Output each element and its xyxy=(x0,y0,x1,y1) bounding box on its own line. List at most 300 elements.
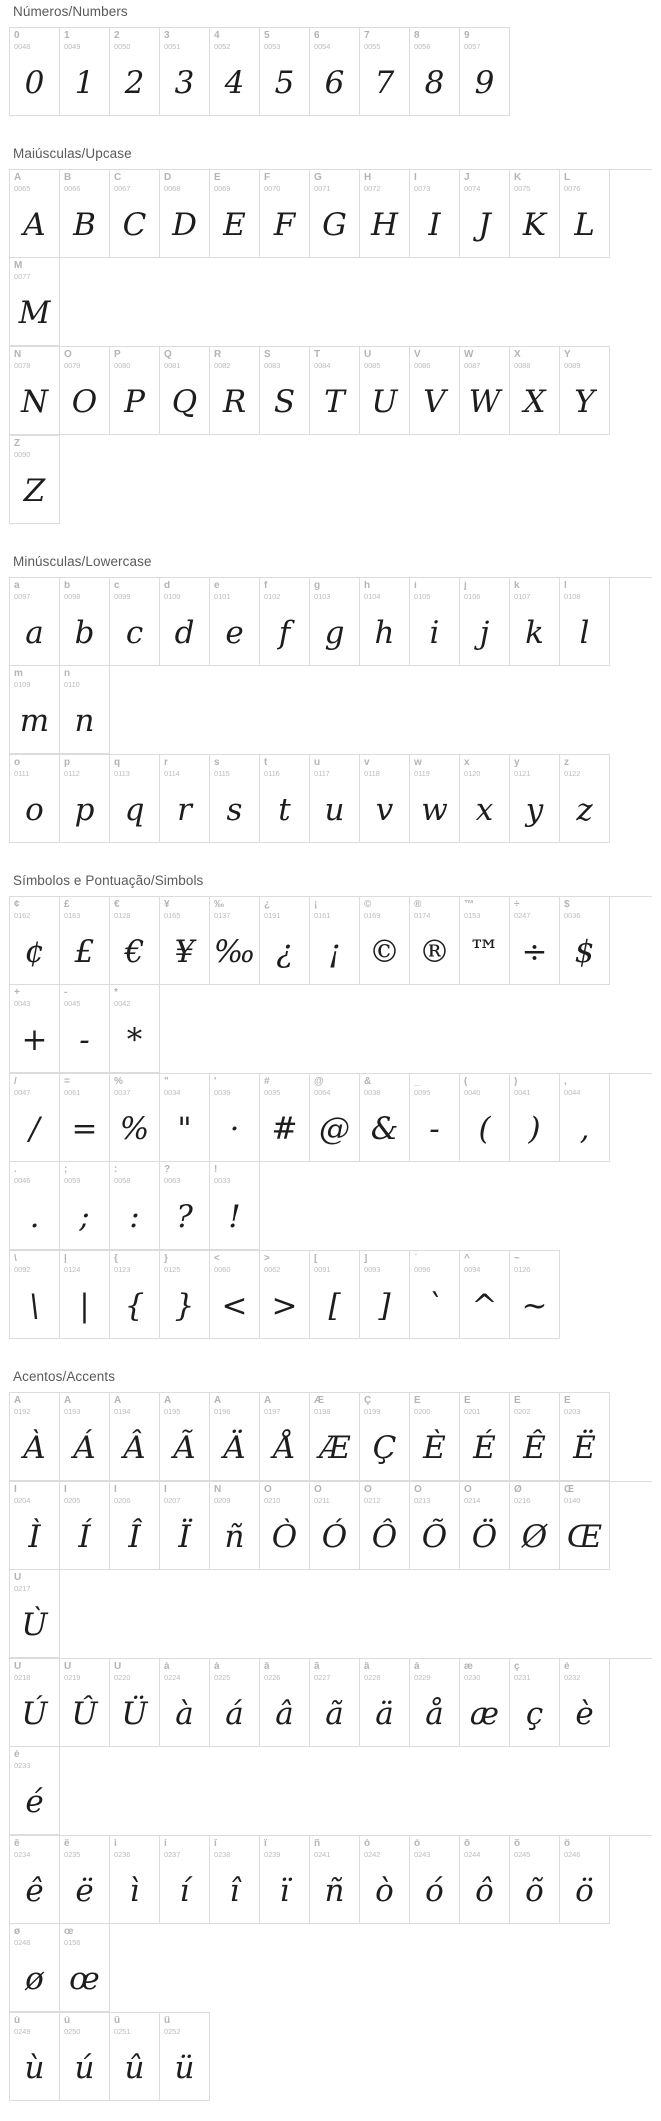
glyph-cell[interactable] xyxy=(160,28,210,116)
glyph-preview: e xyxy=(225,614,244,651)
glyph-cell[interactable] xyxy=(410,1482,460,1570)
glyph-cell[interactable] xyxy=(60,1924,110,2012)
glyph-code-label: 0169 xyxy=(364,911,381,920)
glyph-cell[interactable] xyxy=(560,578,610,666)
glyph-cell[interactable] xyxy=(460,1482,510,1570)
glyph-code-label: 0200 xyxy=(414,1407,431,1416)
glyph-cell[interactable] xyxy=(460,347,510,435)
glyph-meta xyxy=(10,1836,59,1859)
glyph-char-label: Ú xyxy=(14,1662,22,1672)
glyph-cell[interactable] xyxy=(310,755,360,843)
glyph-preview: h xyxy=(374,614,395,651)
glyph-cell[interactable] xyxy=(560,1659,610,1747)
glyph-cell[interactable] xyxy=(260,28,310,116)
glyph-preview: P xyxy=(124,383,145,420)
glyph-cell[interactable] xyxy=(260,1074,310,1162)
glyph-cell[interactable] xyxy=(10,578,60,666)
glyph-cell[interactable] xyxy=(60,2013,110,2101)
glyph-cell[interactable] xyxy=(60,1482,110,1570)
glyph-cell[interactable] xyxy=(510,1251,560,1339)
glyph-cell[interactable] xyxy=(360,170,410,258)
glyph-preview: { xyxy=(124,1287,145,1324)
glyph-cell[interactable] xyxy=(10,347,60,435)
glyph-cell[interactable] xyxy=(110,897,160,985)
glyph-cell[interactable] xyxy=(410,28,460,116)
glyph-code-label: 0061 xyxy=(64,1088,81,1097)
glyph-cell[interactable] xyxy=(360,28,410,116)
glyph-cell[interactable] xyxy=(510,1482,560,1570)
glyph-cell[interactable] xyxy=(160,897,210,985)
glyph-cell[interactable] xyxy=(160,1393,210,1481)
glyph-cell[interactable] xyxy=(110,2013,160,2101)
glyph-cell[interactable] xyxy=(110,170,160,258)
glyph-cell[interactable] xyxy=(310,897,360,985)
glyph-preview: Ó xyxy=(321,1518,348,1555)
glyph-cell[interactable] xyxy=(410,578,460,666)
glyph-cell[interactable] xyxy=(310,1836,360,1924)
glyph-meta xyxy=(60,1393,109,1416)
glyph-meta xyxy=(10,1162,59,1185)
glyph-cell[interactable] xyxy=(160,578,210,666)
glyph-cell[interactable] xyxy=(210,1251,260,1339)
glyph-cell[interactable] xyxy=(410,170,460,258)
glyph-cell[interactable] xyxy=(110,1482,160,1570)
glyph-meta xyxy=(110,1074,159,1097)
glyph-cell[interactable] xyxy=(510,755,560,843)
glyph-char-label: Û xyxy=(64,1662,72,1672)
glyph-cell[interactable] xyxy=(410,1393,460,1481)
glyph-cell[interactable] xyxy=(210,578,260,666)
glyph-preview: = xyxy=(71,1110,98,1147)
glyph-cell[interactable] xyxy=(360,578,410,666)
glyph-cell[interactable] xyxy=(310,578,360,666)
glyph-preview: ñ xyxy=(224,1518,245,1555)
glyph-cell[interactable] xyxy=(110,578,160,666)
glyph-meta xyxy=(560,347,609,370)
glyph-meta xyxy=(60,2013,109,2036)
glyph-preview: ù xyxy=(24,2049,45,2086)
glyph-code-label: 0050 xyxy=(114,42,131,51)
glyph-cell[interactable] xyxy=(110,1162,160,1250)
glyph-cell[interactable] xyxy=(310,170,360,258)
glyph-cell[interactable] xyxy=(160,1659,210,1747)
glyph-cell[interactable] xyxy=(560,1393,610,1481)
glyph-meta xyxy=(160,1162,209,1185)
glyph-cell[interactable] xyxy=(60,1393,110,1481)
glyph-char-label: N xyxy=(14,350,22,360)
glyph-cell[interactable] xyxy=(510,897,560,985)
glyph-cell[interactable] xyxy=(510,347,560,435)
glyph-cell[interactable] xyxy=(260,1836,310,1924)
section-spacer xyxy=(0,1339,661,1353)
glyph-cell[interactable] xyxy=(310,347,360,435)
glyph-cell[interactable] xyxy=(60,666,110,754)
glyph-char-label: É xyxy=(464,1396,471,1406)
glyph-cell[interactable] xyxy=(160,1836,210,1924)
glyph-char-label: ~ xyxy=(514,1254,520,1264)
glyph-meta xyxy=(460,578,509,601)
glyph-char-label: : xyxy=(114,1165,118,1175)
glyph-cell[interactable] xyxy=(10,666,60,754)
glyph-cell[interactable] xyxy=(460,28,510,116)
glyph-cell[interactable] xyxy=(110,1393,160,1481)
glyph-cell[interactable] xyxy=(410,897,460,985)
glyph-cell[interactable] xyxy=(410,755,460,843)
glyph-preview: ö xyxy=(575,1872,594,1909)
glyph-cell[interactable] xyxy=(10,1074,60,1162)
glyph-code-label: 0103 xyxy=(314,592,331,601)
glyph-meta xyxy=(10,1924,59,1947)
glyph-cell[interactable] xyxy=(210,897,260,985)
glyph-meta xyxy=(210,1162,259,1185)
glyph-cell[interactable] xyxy=(210,1393,260,1481)
glyph-code-label: 0213 xyxy=(414,1496,431,1505)
glyph-cell[interactable] xyxy=(360,755,410,843)
glyph-char-label: 2 xyxy=(114,31,120,41)
glyph-cell[interactable] xyxy=(60,170,110,258)
glyph-cell[interactable] xyxy=(60,578,110,666)
glyph-cell[interactable] xyxy=(560,347,610,435)
glyph-cell[interactable] xyxy=(260,897,310,985)
glyph-cell[interactable] xyxy=(160,755,210,843)
glyph-cell[interactable] xyxy=(10,258,60,346)
glyph-cell[interactable] xyxy=(10,436,60,524)
glyph-char-label: 3 xyxy=(164,31,170,41)
section-spacer xyxy=(0,116,661,130)
glyph-cell[interactable] xyxy=(260,347,310,435)
glyph-meta xyxy=(210,578,259,601)
glyph-meta xyxy=(410,1393,459,1416)
glyph-char-label: @ xyxy=(314,1077,324,1087)
glyph-char-label: _ xyxy=(414,1077,420,1087)
glyph-code-label: 0235 xyxy=(64,1850,81,1859)
glyph-cell[interactable] xyxy=(60,1074,110,1162)
glyph-cell[interactable] xyxy=(10,1836,60,1924)
glyph-row xyxy=(9,1073,652,1250)
glyph-preview: ] xyxy=(378,1287,391,1324)
glyph-char-label: ¡ xyxy=(314,900,318,910)
glyph-cell[interactable] xyxy=(10,1393,60,1481)
glyph-meta xyxy=(210,347,259,370)
glyph-cell[interactable] xyxy=(60,28,110,116)
glyph-cell[interactable] xyxy=(310,1074,360,1162)
section-upcase xyxy=(0,136,661,538)
glyph-cell[interactable] xyxy=(460,1074,510,1162)
glyph-char-label: ] xyxy=(364,1254,368,1264)
glyph-cell[interactable] xyxy=(60,985,110,1073)
glyph-cell[interactable] xyxy=(60,897,110,985)
glyph-preview: Ì xyxy=(28,1518,41,1555)
glyph-code-label: 0033 xyxy=(214,1176,231,1185)
glyph-cell[interactable] xyxy=(410,1074,460,1162)
glyph-cell[interactable] xyxy=(110,755,160,843)
section-lowercase xyxy=(0,544,661,857)
glyph-char-label: ò xyxy=(364,1839,371,1849)
glyph-preview: H xyxy=(370,206,399,243)
glyph-preview: è xyxy=(575,1695,594,1732)
glyph-cell[interactable] xyxy=(10,2013,60,2101)
glyph-preview: ¥ xyxy=(174,933,195,970)
glyph-char-label: 8 xyxy=(414,31,420,41)
glyph-char-label: n xyxy=(64,669,71,679)
glyph-code-label: 0078 xyxy=(14,361,31,370)
glyph-cell[interactable] xyxy=(210,1162,260,1250)
glyph-char-label: û xyxy=(114,2016,121,2026)
glyph-preview: & xyxy=(370,1110,399,1147)
glyph-cell[interactable] xyxy=(410,1659,460,1747)
glyph-cell[interactable] xyxy=(360,1074,410,1162)
glyph-code-label: 0093 xyxy=(364,1265,381,1274)
glyph-cell[interactable] xyxy=(10,1162,60,1250)
glyph-char-label: ë xyxy=(64,1839,70,1849)
glyph-cell[interactable] xyxy=(160,2013,210,2101)
glyph-cell[interactable] xyxy=(10,170,60,258)
glyph-preview: û xyxy=(124,2049,145,2086)
glyph-cell[interactable] xyxy=(460,897,510,985)
glyph-cell[interactable] xyxy=(10,1251,60,1339)
glyph-char-label: Â xyxy=(114,1396,122,1406)
glyph-cell[interactable] xyxy=(310,1482,360,1570)
glyph-cell[interactable] xyxy=(360,1836,410,1924)
glyph-cell[interactable] xyxy=(460,755,510,843)
glyph-meta xyxy=(10,755,59,778)
glyph-meta xyxy=(310,1482,359,1505)
glyph-cell[interactable] xyxy=(160,1482,210,1570)
glyph-code-label: 0122 xyxy=(564,769,581,778)
glyph-cell[interactable] xyxy=(60,1162,110,1250)
glyph-cell[interactable] xyxy=(560,1482,610,1570)
glyph-cell[interactable] xyxy=(160,347,210,435)
glyph-code-label: 0219 xyxy=(64,1673,81,1682)
glyph-preview: < xyxy=(221,1287,248,1324)
glyph-cell[interactable] xyxy=(310,1393,360,1481)
glyph-meta xyxy=(60,897,109,920)
glyph-cell[interactable] xyxy=(110,985,160,1073)
glyph-cell[interactable] xyxy=(210,1836,260,1924)
glyph-cell[interactable] xyxy=(110,1659,160,1747)
glyph-cell[interactable] xyxy=(460,1836,510,1924)
glyph-meta xyxy=(60,1162,109,1185)
glyph-char-label: x xyxy=(464,758,470,768)
glyph-cell[interactable] xyxy=(510,170,560,258)
glyph-preview: € xyxy=(124,933,145,970)
glyph-cell[interactable] xyxy=(10,1924,60,2012)
glyph-meta xyxy=(360,578,409,601)
glyph-cell[interactable] xyxy=(410,1251,460,1339)
glyph-meta xyxy=(210,1074,259,1097)
glyph-cell[interactable] xyxy=(260,755,310,843)
glyph-cell[interactable] xyxy=(210,170,260,258)
glyph-cell[interactable] xyxy=(260,170,310,258)
glyph-preview: - xyxy=(429,1110,440,1147)
glyph-cell[interactable] xyxy=(110,1836,160,1924)
glyph-preview: b xyxy=(74,614,95,651)
glyph-cell[interactable] xyxy=(360,1393,410,1481)
glyph-preview: C xyxy=(122,206,147,243)
glyph-cell[interactable] xyxy=(10,985,60,1073)
glyph-preview: Y xyxy=(574,383,595,420)
glyph-meta xyxy=(410,1251,459,1274)
glyph-cell[interactable] xyxy=(210,347,260,435)
glyph-code-label: 0037 xyxy=(114,1088,131,1097)
glyph-meta xyxy=(510,1251,559,1274)
glyph-cell[interactable] xyxy=(210,1659,260,1747)
glyph-cell[interactable] xyxy=(410,1836,460,1924)
glyph-cell[interactable] xyxy=(60,347,110,435)
glyph-code-label: 0209 xyxy=(214,1496,231,1505)
glyph-cell[interactable] xyxy=(560,1836,610,1924)
glyph-cell[interactable] xyxy=(360,897,410,985)
glyph-char-label: b xyxy=(64,581,71,591)
glyph-char-label: ö xyxy=(564,1839,571,1849)
glyph-cell[interactable] xyxy=(210,28,260,116)
glyph-code-label: 0217 xyxy=(14,1584,31,1593)
glyph-code-label: 0117 xyxy=(314,769,330,778)
glyph-preview: Ô xyxy=(371,1518,398,1555)
glyph-preview: ; xyxy=(79,1198,90,1235)
glyph-cell[interactable] xyxy=(460,1251,510,1339)
glyph-cell[interactable] xyxy=(60,1659,110,1747)
glyph-code-label: 0227 xyxy=(314,1673,331,1682)
glyph-cell[interactable] xyxy=(460,578,510,666)
glyph-meta xyxy=(460,1251,509,1274)
glyph-preview: £ xyxy=(74,933,95,970)
glyph-char-label: ñ xyxy=(314,1839,321,1849)
glyph-code-label: 0201 xyxy=(464,1407,481,1416)
glyph-char-label: / xyxy=(14,1077,17,1087)
glyph-cell[interactable] xyxy=(210,1482,260,1570)
glyph-cell[interactable] xyxy=(160,1162,210,1250)
glyph-cell[interactable] xyxy=(510,578,560,666)
glyph-cell[interactable] xyxy=(110,347,160,435)
glyph-cell[interactable] xyxy=(460,170,510,258)
glyph-code-label: 0224 xyxy=(164,1673,181,1682)
glyph-cell[interactable] xyxy=(160,1251,210,1339)
glyph-cell[interactable] xyxy=(510,1836,560,1924)
glyph-cell[interactable] xyxy=(10,28,60,116)
glyph-code-label: 0137 xyxy=(214,911,231,920)
glyph-cell[interactable] xyxy=(460,1393,510,1481)
glyph-code-label: 0109 xyxy=(14,680,31,689)
glyph-cell[interactable] xyxy=(310,1251,360,1339)
glyph-char-label: Ã xyxy=(164,1396,172,1406)
glyph-cell[interactable] xyxy=(10,1659,60,1747)
glyph-preview: > xyxy=(271,1287,298,1324)
glyph-code-label: 0079 xyxy=(64,361,81,370)
glyph-cell[interactable] xyxy=(60,755,110,843)
glyph-preview: · xyxy=(229,1110,240,1147)
glyph-code-label: 0082 xyxy=(214,361,231,370)
glyph-preview: ì xyxy=(129,1872,140,1909)
glyph-cell[interactable] xyxy=(10,755,60,843)
glyph-cell[interactable] xyxy=(560,897,610,985)
glyph-code-label: 0099 xyxy=(114,592,131,601)
glyph-char-label: 5 xyxy=(264,31,270,41)
glyph-cell[interactable] xyxy=(10,897,60,985)
glyph-cell[interactable] xyxy=(260,578,310,666)
glyph-char-label: ( xyxy=(464,1077,468,1087)
glyph-cell[interactable] xyxy=(210,755,260,843)
glyph-preview: x xyxy=(475,791,494,828)
glyph-code-label: 0113 xyxy=(114,769,130,778)
glyph-cell[interactable] xyxy=(560,755,610,843)
glyph-cell[interactable] xyxy=(260,1393,310,1481)
glyph-cell[interactable] xyxy=(10,1747,60,1835)
glyph-char-label: 6 xyxy=(314,31,320,41)
glyph-char-label: L xyxy=(564,173,571,183)
glyph-cell[interactable] xyxy=(310,1659,360,1747)
glyph-char-label: f xyxy=(264,581,268,591)
glyph-cell[interactable] xyxy=(460,1659,510,1747)
glyph-preview: 8 xyxy=(424,64,445,101)
glyph-cell[interactable] xyxy=(360,1659,410,1747)
glyph-char-label: ; xyxy=(64,1165,68,1175)
glyph-cell[interactable] xyxy=(310,28,360,116)
glyph-cell[interactable] xyxy=(210,1074,260,1162)
glyph-cell[interactable] xyxy=(60,1836,110,1924)
glyph-preview: y xyxy=(525,791,544,828)
glyph-code-label: 0080 xyxy=(114,361,131,370)
glyph-char-label: í xyxy=(164,1839,167,1849)
glyph-char-label: Í xyxy=(64,1485,67,1495)
glyph-char-label: [ xyxy=(314,1254,318,1264)
glyph-char-label: Ì xyxy=(14,1485,17,1495)
glyph-cell[interactable] xyxy=(260,1251,310,1339)
glyph-code-label: 0071 xyxy=(314,184,331,193)
glyph-cell[interactable] xyxy=(160,1074,210,1162)
glyph-cell[interactable] xyxy=(360,347,410,435)
glyph-cell[interactable] xyxy=(560,170,610,258)
glyph-meta xyxy=(10,1482,59,1505)
glyph-code-label: 0083 xyxy=(264,361,281,370)
glyph-cell[interactable] xyxy=(410,347,460,435)
glyph-meta xyxy=(360,1393,409,1416)
glyph-cell[interactable] xyxy=(60,1251,110,1339)
glyph-cell[interactable] xyxy=(110,1074,160,1162)
glyph-preview: í xyxy=(179,1872,190,1909)
glyph-preview: j xyxy=(479,614,490,651)
glyph-meta xyxy=(160,28,209,51)
glyph-code-label: 0198 xyxy=(314,1407,331,1416)
glyph-cell[interactable] xyxy=(510,1659,560,1747)
glyph-preview: 3 xyxy=(174,64,195,101)
glyph-cell[interactable] xyxy=(110,28,160,116)
glyph-code-label: 0120 xyxy=(464,769,481,778)
glyph-cell[interactable] xyxy=(510,1074,560,1162)
glyph-cell[interactable] xyxy=(510,1393,560,1481)
glyph-char-label: U xyxy=(364,350,372,360)
glyph-cell[interactable] xyxy=(10,1570,60,1658)
glyph-char-label: m xyxy=(14,669,23,679)
glyph-preview: Æ xyxy=(318,1429,351,1466)
glyph-preview: L xyxy=(574,206,595,243)
glyph-cell[interactable] xyxy=(560,1074,610,1162)
glyph-char-label: ó xyxy=(414,1839,421,1849)
glyph-row xyxy=(9,346,610,435)
glyph-preview: Û xyxy=(71,1695,98,1732)
glyph-preview: U xyxy=(371,383,398,420)
glyph-cell[interactable] xyxy=(260,1482,310,1570)
glyph-cell[interactable] xyxy=(260,1659,310,1747)
glyph-preview: Â xyxy=(123,1429,146,1466)
glyph-cell[interactable] xyxy=(10,1482,60,1570)
glyph-char-label: Ó xyxy=(314,1485,322,1495)
glyph-cell[interactable] xyxy=(360,1251,410,1339)
glyph-cell[interactable] xyxy=(110,1251,160,1339)
glyph-cell[interactable] xyxy=(160,170,210,258)
glyph-code-label: 0192 xyxy=(14,1407,31,1416)
glyph-cell[interactable] xyxy=(360,1482,410,1570)
